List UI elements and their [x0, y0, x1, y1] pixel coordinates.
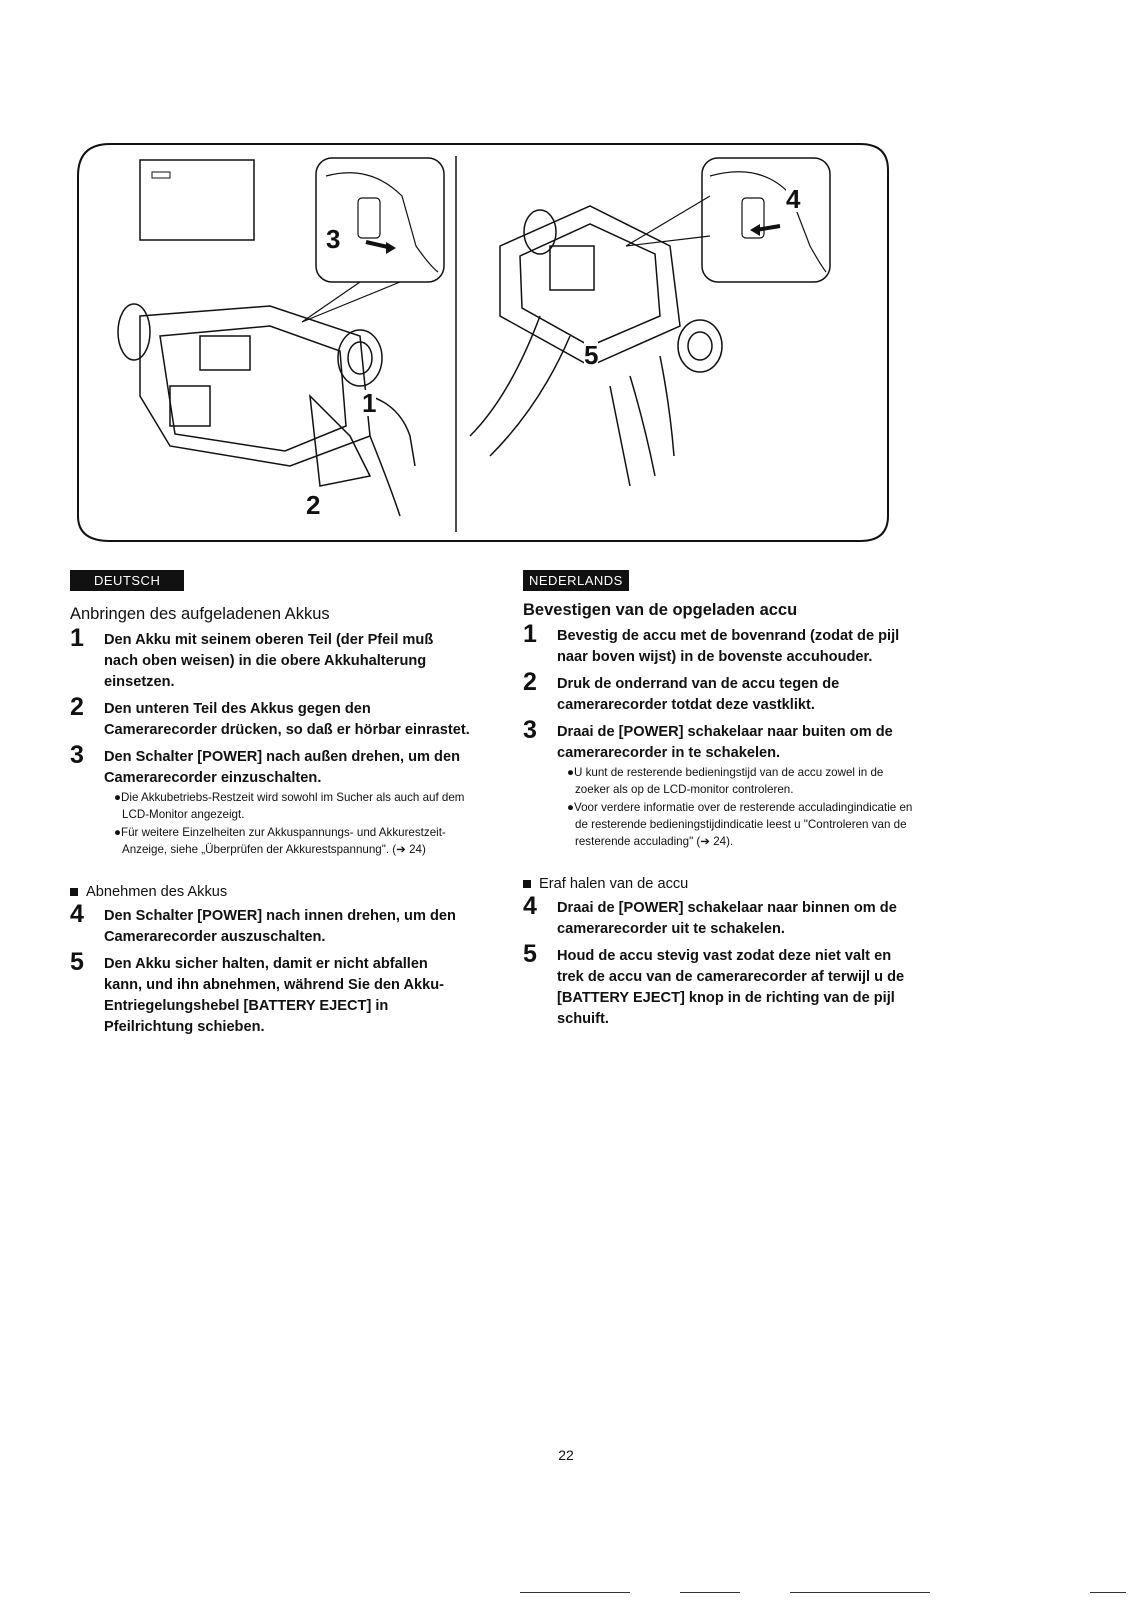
language-badge-nederlands: NEDERLANDS	[523, 570, 629, 591]
step-text: Druk de onderrand van de accu tegen de camerarecorder totdat deze vastklikt.	[557, 676, 840, 713]
step-item	[70, 741, 470, 858]
step-number: 1	[70, 624, 84, 652]
step-item	[523, 620, 913, 668]
step-number: 4	[523, 892, 537, 920]
note-text: ●Die Akkubetriebs-Restzeit wird sowohl im Sucher als auch auf dem LCD-Monitor angezeigt.	[114, 791, 465, 821]
bullet-square-icon	[70, 888, 78, 896]
footer-rule	[1090, 1592, 1126, 1593]
camcorder-illustration	[70, 136, 906, 556]
step-text: Den Akku sicher halten, damit er nicht abfallen kann, und ihn abnehmen, während Sie den Akku-Entriegelungshebel [BATTERY EJECT] in Pfeilrichtung schieben.	[104, 956, 445, 1035]
step-text: Den Schalter [POWER] nach innen drehen, um den Camerarecorder auszuschalten.	[104, 908, 456, 945]
step-item	[70, 948, 470, 1038]
bullet-square-icon	[523, 880, 531, 888]
step-number: 3	[523, 716, 537, 744]
language-badge-deutsch: DEUTSCH	[70, 570, 184, 591]
note-text: ●Für weitere Einzelheiten zur Akkuspannungs- und Akkurestzeit-Anzeige, siehe „Überprüfen der Akkurestspannung". (➔ 24)	[114, 826, 446, 856]
subsection-heading	[523, 876, 913, 892]
step-item	[523, 892, 913, 940]
step-number: 5	[523, 940, 537, 968]
step-number: 2	[523, 668, 537, 696]
page-number: 22	[558, 1447, 574, 1463]
step-item	[523, 940, 913, 1030]
step-item	[70, 624, 470, 693]
nederlands-column	[523, 570, 913, 1036]
deutsch-column	[70, 570, 470, 1044]
step-text: Den unteren Teil des Akkus gegen den Camerarecorder drücken, so daß er hörbar einrastet.	[104, 701, 470, 738]
step-number: 1	[523, 620, 537, 648]
step-text: Draai de [POWER] schakelaar naar binnen om de camerarecorder uit te schakelen.	[557, 900, 897, 937]
subsection-label: Abnehmen des Akkus	[86, 884, 228, 900]
step-number: 3	[70, 741, 84, 769]
step-number: 5	[70, 948, 84, 976]
step-item	[523, 668, 913, 716]
footer-rule	[790, 1592, 930, 1593]
note-text: ●U kunt de resterende bedieningstijd van de accu zowel in de zoeker als op de LCD-monitor controleren.	[567, 766, 884, 796]
footer-rule	[680, 1592, 740, 1593]
step-item	[523, 716, 913, 850]
note-text: ●Voor verdere informatie over de resterende acculadingindicatie en de resterende bedieningstijdindicatie leest u "Controleren van de resterende acculading" (➔ 24).	[567, 801, 913, 848]
callout-5: 5	[584, 340, 599, 370]
subsection-heading	[70, 884, 470, 900]
subsection-label: Eraf halen van de accu	[539, 876, 689, 892]
step-text: Draai de [POWER] schakelaar naar buiten om de camerarecorder in te schakelen.	[557, 724, 893, 761]
step-number: 4	[70, 900, 84, 928]
callout-2: 2	[306, 490, 321, 520]
step-text: Den Akku mit seinem oberen Teil (der Pfeil muß nach oben weisen) in die obere Akkuhalterung einsetzen.	[104, 632, 434, 690]
step-text: Houd de accu stevig vast zodat deze niet valt en trek de accu van de camerarecorder af terwijl u de [BATTERY EJECT] knop in de richting van de pijl schuift.	[557, 948, 905, 1027]
callout-4: 4	[786, 184, 801, 214]
callout-1: 1	[362, 388, 377, 418]
step-text: Den Schalter [POWER] nach außen drehen, um den Camerarecorder einzuschalten.	[104, 749, 460, 786]
section-heading: Bevestigen van de opgeladen accu	[523, 601, 798, 619]
step-item	[70, 900, 470, 948]
section-heading: Anbringen des aufgeladenen Akkus	[70, 605, 330, 623]
illustration-figure	[70, 136, 906, 556]
footer-rule	[520, 1592, 630, 1593]
callout-3: 3	[326, 224, 341, 254]
step-item	[70, 693, 470, 741]
step-text: Bevestig de accu met de bovenrand (zodat de pijl naar boven wijst) in de bovenste accuhouder.	[557, 628, 900, 665]
step-number: 2	[70, 693, 84, 721]
